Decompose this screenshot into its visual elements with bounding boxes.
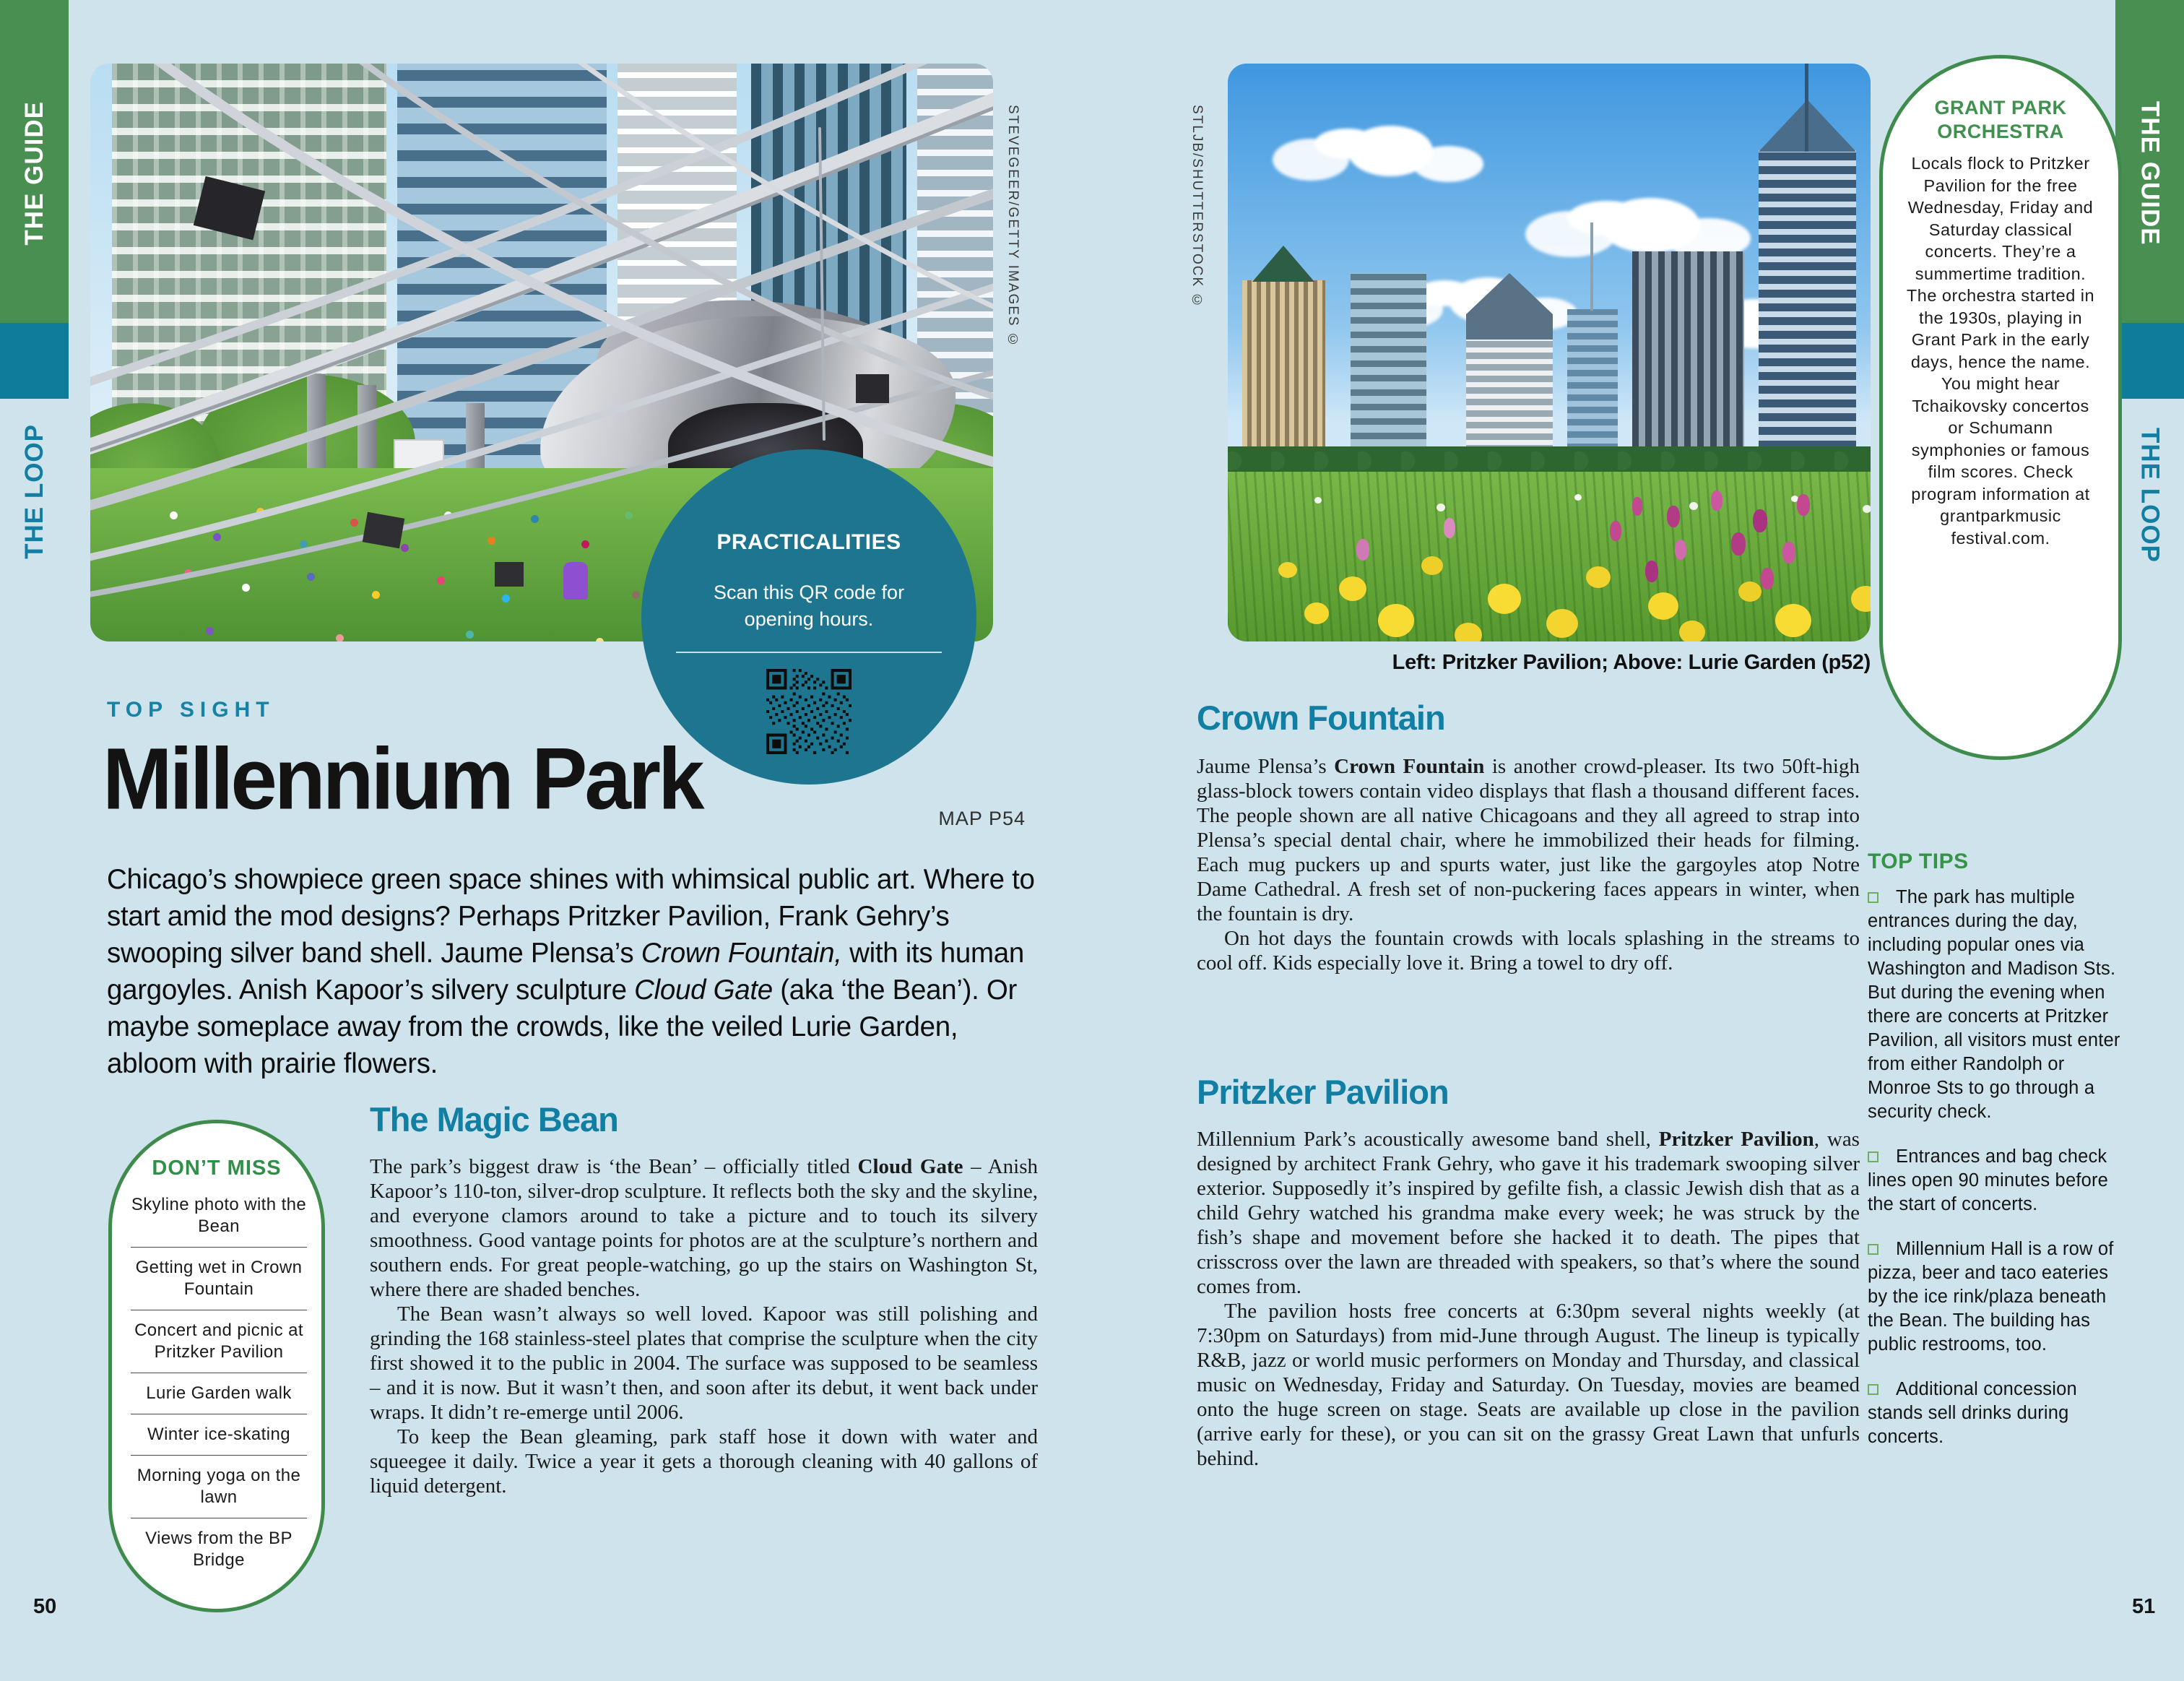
- intro-text: with its human gargoyles. Anish Kapoor’s silvery sculpture: [107, 938, 1024, 1006]
- body-text: The park’s biggest draw is ‘the Bean’ – officially titled: [370, 1155, 858, 1178]
- dont-miss-item: Morning yoga on the lawn: [131, 1455, 307, 1518]
- top-tip-item: [1868, 1145, 2126, 1217]
- intro-paragraph: [107, 861, 1039, 1082]
- body-text: To keep the Bean gleaming, park staff hose it down with water and squeegee it daily. Twice a year it gets a thorough cleaning with 40 gallons of liquid detergent.: [370, 1425, 1038, 1498]
- dont-miss-item: Views from the BP Bridge: [131, 1518, 307, 1581]
- top-tip-text: Millennium Hall is a row of pizza, beer and taco eateries by the ice rink/plaza beneath the Bean. The building has public restrooms, too.: [1868, 1239, 2114, 1354]
- yellow-yarrow-flowers: [1278, 562, 1297, 578]
- top-tips-list: [1868, 886, 2126, 1470]
- photo-credit-left: STEVEGEER/GETTY IMAGES ©: [1005, 105, 1020, 349]
- top-tip-text: Additional concession stands sell drinks during concerts.: [1868, 1379, 2077, 1447]
- section-heading-pritzker-pavilion: Pritzker Pavilion: [1197, 1073, 1449, 1111]
- body-bold-pritzker-pavilion: Pritzker Pavilion: [1658, 1128, 1814, 1151]
- top-tip-item: [1868, 1378, 2126, 1449]
- speaker-box: [194, 176, 265, 240]
- dont-miss-box: [108, 1120, 325, 1612]
- prairie-meadow: [1228, 472, 1871, 641]
- tab-the-guide-left-label: THE GUIDE: [20, 101, 48, 246]
- building-trump-tower: [1567, 309, 1618, 468]
- body-text: – Anish Kapoor’s 110-ton, silver-drop sculpture. It reflects both the sky and the skyline, and everyone clamors around to take a picture and to touch its silvery smoothness. Good vantage points for photos are at the sculpture’s northern and southern ends. For great people-watching, go up the stairs on Washington St, where there are shaded benches.: [370, 1155, 1039, 1301]
- top-sight-eyebrow: TOP SIGHT: [107, 698, 275, 722]
- building-beige-tower: [1242, 280, 1325, 468]
- qr-code: [766, 669, 852, 754]
- divider: [676, 652, 942, 653]
- left-tab-teal-band: [0, 323, 69, 399]
- white-flowers: [1314, 497, 1322, 504]
- top-tip-text: Entrances and bag check lines open 90 minutes before the start of concerts.: [1868, 1146, 2109, 1214]
- orchestra-heading: GRANT PARK ORCHESTRA: [1934, 97, 2067, 142]
- dont-miss-heading: DON’T MISS: [152, 1157, 282, 1180]
- crown-fountain-body: [1197, 754, 1860, 975]
- green-square-bullet-icon: [1868, 1244, 1878, 1255]
- practicalities-circle: [641, 449, 976, 785]
- tab-the-loop-right-label: THE LOOP: [2136, 427, 2164, 563]
- green-square-bullet-icon: [1868, 1384, 1878, 1395]
- practicalities-heading: PRACTICALITIES: [716, 530, 901, 554]
- lurie-garden-photo: [1228, 64, 1871, 641]
- dont-miss-item: Lurie Garden walk: [131, 1373, 307, 1414]
- cloud: [1314, 129, 1379, 159]
- body-text: Millennium Park’s acoustically awesome band shell,: [1197, 1128, 1659, 1151]
- building-two-prudential: [1759, 150, 1856, 468]
- intro-italic-cloud-gate: Cloud Gate: [634, 975, 773, 1006]
- section-heading-crown-fountain: Crown Fountain: [1197, 699, 1445, 737]
- tab-the-loop-left-label: THE LOOP: [20, 423, 48, 559]
- pink-flower-spikes: [1632, 497, 1642, 516]
- photo-caption: Left: Pritzker Pavilion; Above: Lurie Garden (p52): [1392, 651, 1871, 674]
- right-tab-teal-band: [2115, 323, 2184, 399]
- body-text: is another crowd-pleaser. Its two 50ft-high glass-block towers contain video displays that flash a thousand different faces. The people shown are all native Chicagoans and they all agreed to strap into Plensa’s special dental chair, where he immobilized their heads for filming. Each mug puckers up and spurts water, just like the gargoyles atop Notre Dame Cathedral. A fresh set of non-puckering faces appears in winter, when the fountain is dry.: [1197, 755, 1860, 925]
- building-glass: [1351, 273, 1426, 468]
- tab-the-guide-right-label: THE GUIDE: [2136, 101, 2164, 246]
- tab-the-guide-left: [0, 29, 69, 318]
- top-tip-item: [1868, 1237, 2126, 1357]
- section-heading-magic-bean: The Magic Bean: [370, 1100, 618, 1138]
- dont-miss-item: Getting wet in Crown Fountain: [131, 1247, 307, 1310]
- tab-the-guide-right: [2115, 29, 2184, 318]
- body-text: On hot days the fountain crowds with locals splashing in the streams to cool off. Kids especially love it. Bring a towel to dry off.: [1197, 927, 1860, 975]
- practicalities-line1: Scan this QR code for: [713, 582, 905, 603]
- practicalities-line2: opening hours.: [744, 608, 874, 630]
- cloud: [1567, 201, 1647, 235]
- page-title: Millennium Park: [103, 730, 702, 828]
- tab-the-loop-left: [0, 405, 69, 578]
- pritzker-pavilion-body: [1197, 1127, 1860, 1471]
- body-bold-crown-fountain: Crown Fountain: [1334, 755, 1485, 778]
- intro-text: (aka ‘the Bean’). Or maybe someplace away from the crowds, like the veiled Lurie Garden, abloom with prairie flowers.: [107, 975, 1018, 1079]
- orchestra-body: Locals flock to Pritzker Pavilion for the free Wednesday, Friday and Saturday classical concerts. They’re a summertime tradition. The orchestra started in the 1930s, playing in Grant Park in the early days, hence the name. You might hear Tchaikovsky concertos or Schumann symphonies or famous film scores. Check program information at grantparkmusic festival.com.: [1906, 154, 2095, 548]
- top-tip-text: The park has multiple entrances during the day, including popular ones via Washington and Madison Sts. But during the evening when there are concerts at Pritzker Pavilion, all visitors must enter from either Randolph or Monroe Sts to go through a security check.: [1868, 887, 2120, 1122]
- dont-miss-item: Concert and picnic at Pritzker Pavilion: [131, 1310, 307, 1373]
- body-text: Jaume Plensa’s: [1197, 755, 1335, 778]
- body-text: The pavilion hosts free concerts at 6:30pm several nights weekly (at 7:30pm on Saturdays) from mid-June through August. The lineup is typically R&B, jazz or world music performers on Monday and Thursday, and classical music on Wednesday, Friday and Saturday. On Tuesday, movies are beamed onto the huge screen on stage. Seats are available up close in the pavilion (arrive early for these), or you can sit on the grassy Great Lawn that unfurls behind.: [1197, 1300, 1860, 1470]
- building-aon-center: [1632, 251, 1744, 468]
- dont-miss-item: Winter ice-skating: [131, 1414, 307, 1455]
- intro-text: Chicago’s showpiece green space shines with whimsical public art. Where to start amid the mod designs? Perhaps Pritzker Pavilion, Frank Gehry’s swooping silver band shell. Jaume Plensa’s: [107, 864, 1035, 969]
- green-square-bullet-icon: [1868, 1151, 1878, 1162]
- body-text: , was designed by architect Frank Gehry, who gave it his trademark swooping silver exterior. Supposedly it’s inspired by gefilte fish, a classic Jewish dish that as a child Gehry watched his grandma make every week; he was struck by the fish’s shape and movement before she hacked it to death. The pipes that crisscross over the lawn are threaded with speakers, so that’s where the sound comes from.: [1197, 1128, 1860, 1298]
- page-number-right: 51: [2132, 1595, 2156, 1618]
- green-square-bullet-icon: [1868, 892, 1878, 903]
- page-number-left: 50: [33, 1595, 57, 1618]
- top-tips-heading: TOP TIPS: [1868, 850, 1969, 873]
- tab-the-loop-right: [2115, 405, 2184, 585]
- grant-park-orchestra-box: [1879, 55, 2122, 760]
- top-tip-item: [1868, 886, 2126, 1124]
- map-reference: MAP P54: [938, 808, 1026, 829]
- intro-italic-crown-fountain: Crown Fountain,: [641, 938, 842, 969]
- body-bold-cloud-gate: Cloud Gate: [857, 1155, 963, 1178]
- photo-credit-right: STLJB/SHUTTERSTOCK ©: [1190, 105, 1205, 310]
- magic-bean-body: [370, 1154, 1038, 1498]
- dont-miss-item: Skyline photo with the Bean: [131, 1195, 307, 1236]
- body-text: The Bean wasn’t always so well loved. Kapoor was still polishing and grinding the 168 stainless-steel plates that comprise the sculpture when the city first showed it to the public in 2004. The surface was supposed to be seamless – and it is now. But it wasn’t then, and soon after its debut, it went back under wraps. It didn’t re-emerge until 2006.: [370, 1302, 1038, 1424]
